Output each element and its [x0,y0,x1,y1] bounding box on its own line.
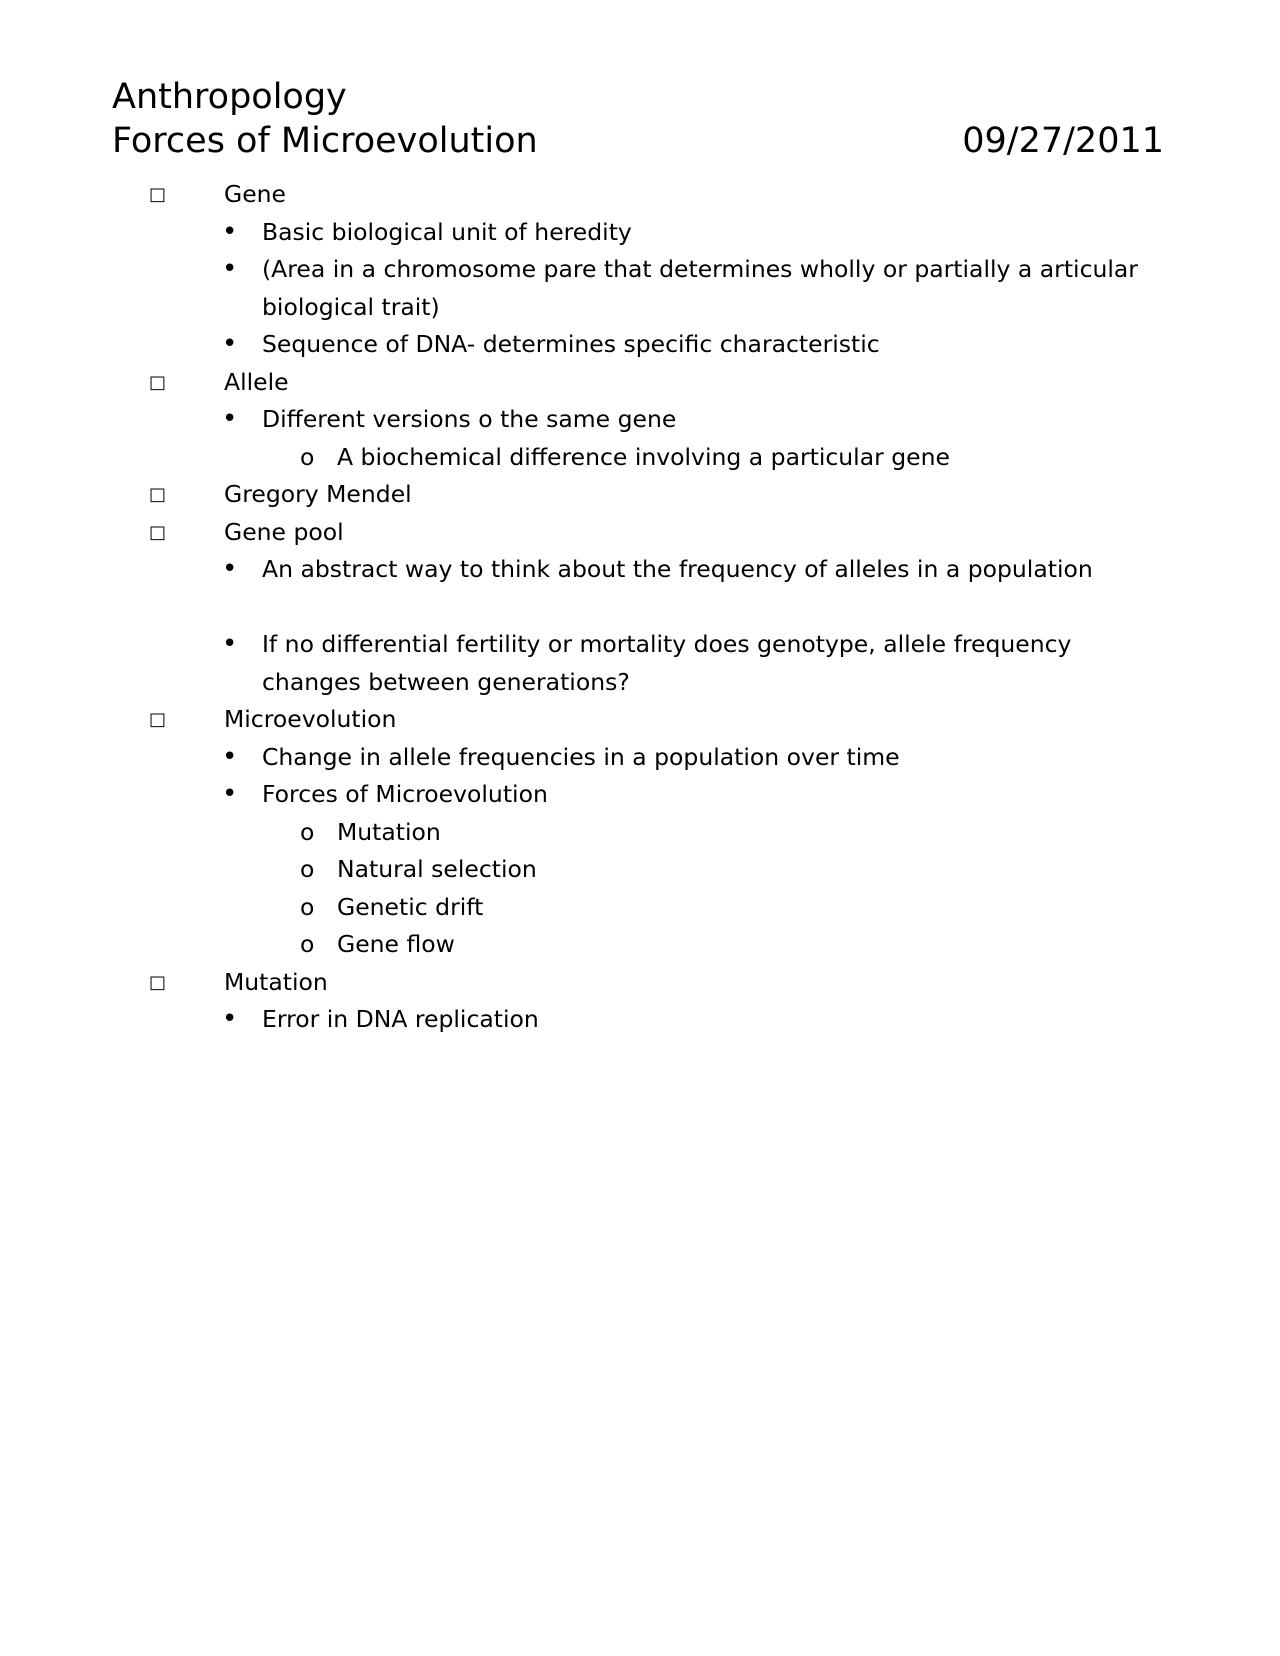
bullet-icon: • [222,216,238,247]
item-text: An abstract way to think about the frequency of alleles in a population [262,555,1093,583]
item-text: If no differential fertility or mortality does genotype, allele frequency changes between generations? [262,630,1072,696]
outline-item [0,401,1280,439]
outline-subitem [0,926,1280,964]
outline-heading [0,176,1280,214]
outline-subitem [0,814,1280,852]
outline-item [0,1001,1280,1039]
bullet-icon: • [222,1004,238,1034]
notes-outline [0,176,1280,1039]
outline-subitem [0,889,1280,927]
bullet-icon: • [222,779,238,809]
outline-item [0,626,1280,701]
square-bullet-icon: □ [149,184,167,205]
heading-text: Microevolution [224,705,397,733]
circle-bullet-icon: o [300,855,315,883]
subitem-text: Gene flow [337,930,455,958]
outline-item [0,214,1280,252]
circle-bullet-icon: o [300,892,315,921]
square-bullet-icon: □ [149,484,167,505]
outline-item [0,776,1280,814]
outline-heading [0,476,1280,514]
heading-text: Mutation [224,967,328,996]
bullet-icon: • [222,554,238,584]
lecture-date: 09/27/2011 [962,121,1164,161]
item-text: Forces of Microevolution [262,780,548,808]
heading-text: Gene pool [224,517,344,546]
outline-item [0,739,1280,777]
lecture-topic: Forces of Microevolution [112,121,538,161]
bullet-icon: • [222,329,238,359]
square-bullet-icon: □ [149,521,167,543]
heading-text: Gene [224,180,287,208]
outline-heading [0,364,1280,402]
subitem-text: A biochemical difference involving a particular gene [337,442,950,471]
item-text: Different versions o the same gene [262,405,677,433]
heading-text: Allele [224,367,289,396]
outline-item [0,551,1280,626]
subitem-text: Mutation [337,817,441,846]
subitem-text: Natural selection [337,855,537,883]
outline-heading [0,701,1280,739]
heading-text: Gregory Mendel [224,480,412,508]
bullet-icon: • [222,404,238,434]
subitem-text: Genetic drift [337,892,484,921]
outline-subitem [0,439,1280,477]
circle-bullet-icon: o [300,817,315,846]
item-text: Sequence of DNA- determines specific characteristic [262,330,880,358]
outline-heading [0,964,1280,1002]
circle-bullet-icon: o [300,442,315,471]
bullet-icon: • [222,254,238,284]
square-bullet-icon: □ [149,709,167,730]
course-title: Anthropology [112,77,347,117]
square-bullet-icon: □ [149,971,167,993]
item-text: (Area in a chromosome pare that determines wholly or partially a articular biological trait) [262,255,1138,321]
outline-item [0,326,1280,364]
item-text: Change in allele frequencies in a population over time [262,742,900,771]
bullet-icon: • [222,741,238,772]
item-text: Error in DNA replication [262,1005,539,1033]
outline-heading [0,514,1280,552]
outline-subitem [0,851,1280,889]
item-text: Basic biological unit of heredity [262,217,632,246]
square-bullet-icon: □ [149,371,167,393]
bullet-icon: • [222,629,238,659]
circle-bullet-icon: o [300,930,315,958]
outline-item [0,251,1280,326]
